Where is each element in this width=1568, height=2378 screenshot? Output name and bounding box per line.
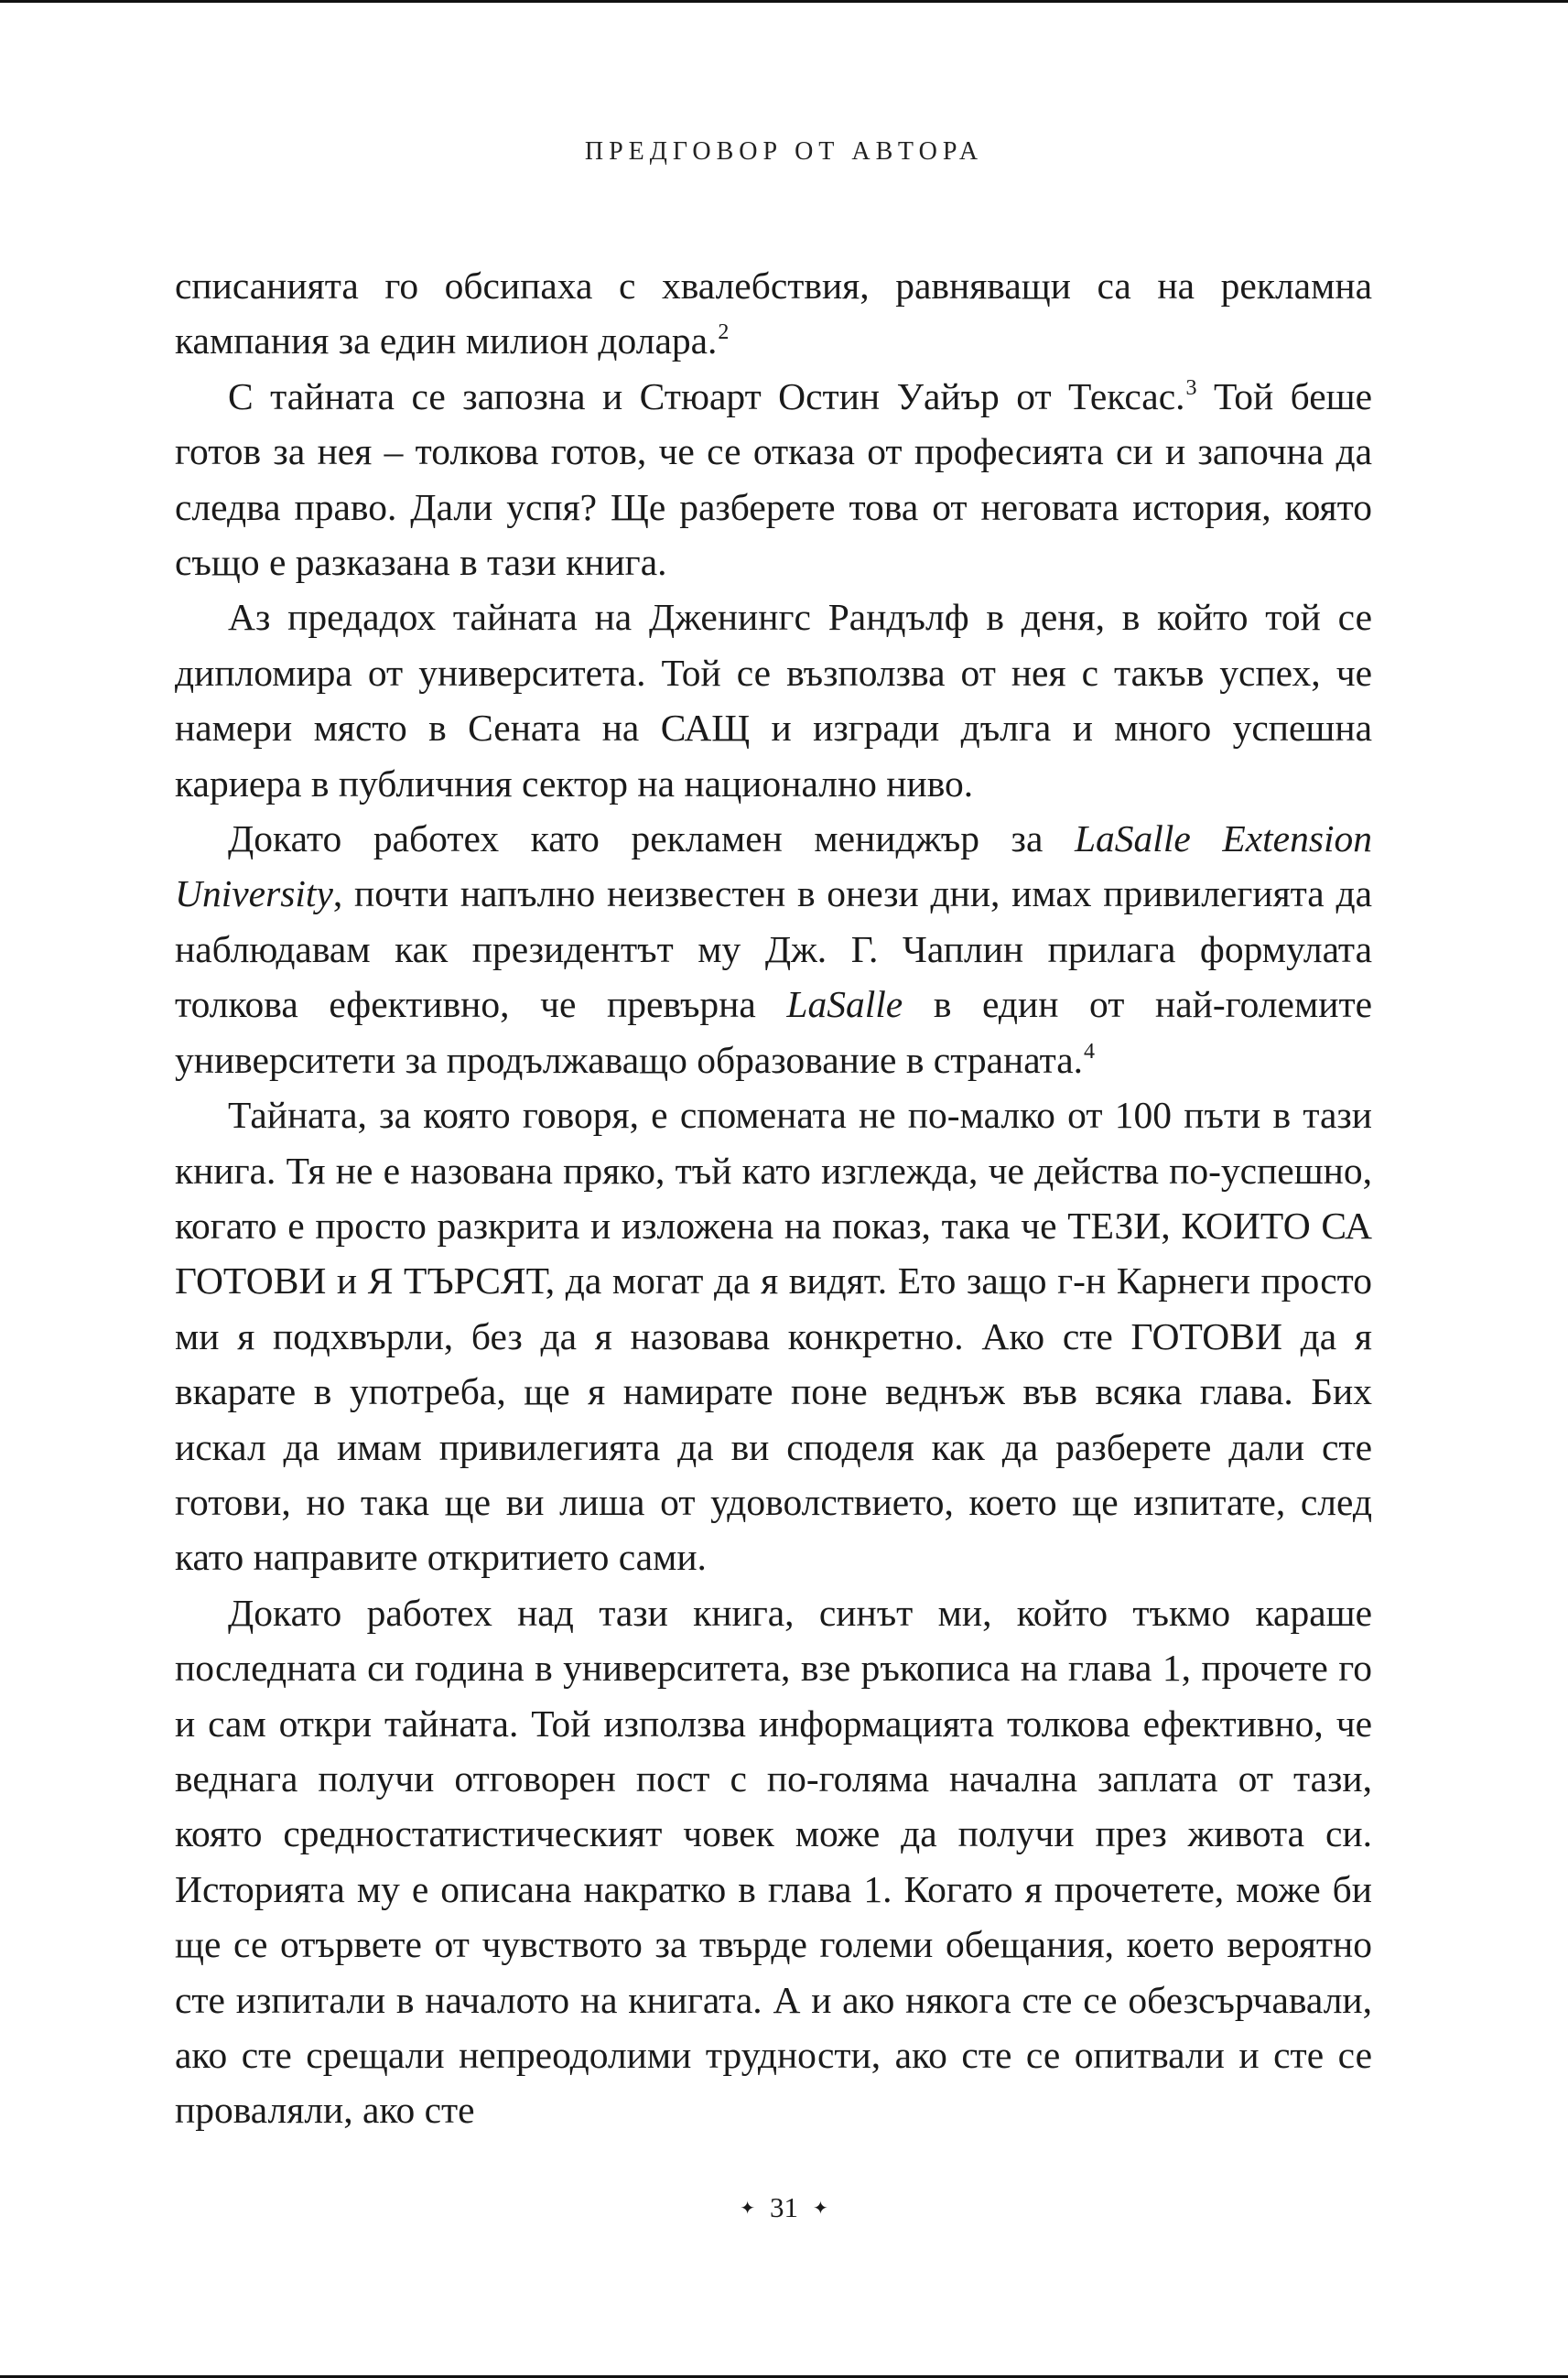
text-run: списанията го обсипаха с хвалебствия, равняващи са на рекламна кампания за един милион долара. [175,265,1372,362]
footnote-marker: 2 [718,320,730,345]
paragraph [175,1585,1372,2138]
paragraph [175,369,1372,590]
page-number: 31 [770,2191,798,2223]
paragraph [175,589,1372,811]
paragraph [175,1087,1372,1585]
italic-run: LaSalle [786,983,903,1026]
page-number-footer [0,2191,1568,2224]
ornament-right-icon: ✦ [813,2199,828,2219]
footnote-marker: 4 [1084,1039,1096,1064]
text-run: Той беше готов за нея – толкова готов, че се отказа от професията си и започна да следва право. Дали успя? Ще разберете това от неговата история, която също е разказана в тази книга. [175,374,1372,584]
italic-run: LaSalle Extension University [175,817,1372,915]
footnote-marker: 3 [1185,375,1197,400]
ornament-left-icon: ✦ [740,2199,755,2219]
text-run: Тайната, за която говоря, е спомената не по-малко от 100 пъти в тази книга. Тя не е назована пряко, тъй като изглежда, че действа по-успешно, когато е просто разкрита и изложена на показ, така че ТЕЗИ, КОИТО СА ГОТОВИ и Я ТЪРСЯТ, да могат да я видят. Ето защо г-н Карнеги просто ми я подхвърли, без да я назовава конкретно. Ако сте ГОТОВИ да я вкарате в употреба, ще я намирате поне веднъж във всяка глава. Бих искал да имам привилегията да ви споделя как да разберете дали сте готови, но така ще ви лиша от удоволствието, което ще изпитате, след като направите откритието сами. [175,1094,1372,1579]
body-text [175,258,1372,2138]
text-run: Докато работех като рекламен мениджър за [228,817,1075,860]
text-run: С тайната се запозна и Стюарт Остин Уайър от Тексас. [228,374,1185,417]
text-run: Аз предадох тайната на Дженингс Рандълф в деня, в който той се дипломира от университета. Той се възползва от нея с такъв успех, че намери място в Сената на САЩ и изгради дълга и много успешна кариера в публичния сектор на национално ниво. [175,596,1372,805]
running-head: ПРЕДГОВОР ОТ АВТОРА [584,137,984,166]
paragraph [175,258,1372,369]
paragraph [175,811,1372,1087]
text-run: Докато работех над тази книга, синът ми, който тъкмо караше последната си година в университета, взе ръкописа на глава 1, прочете го и сам откри тайната. Той използва информацията толкова ефективно, че веднага получи отговорен пост с по-голяма начална заплата от тази, която средностатистическият човек може да получи през живота си. Историята му е описана накратко в глава 1. Когато я прочетете, може би ще се отървете от чувството за твърде големи обещания, което вероятно сте изпитали в началото на книгата. А и ако някога сте се обезсърчавали, ако сте срещали непреодолими трудности, ако сте се опитвали и сте се проваляли, ако сте [175,1591,1372,2132]
text-run: , почти напълно неизвестен в онези дни, имах привилегията да наблюдавам как президентът му Дж. Г. Чаплин прилага формулата толкова ефективно, че превърна [175,872,1372,1026]
text-run: в един от най-големите университети за продължаващо образование в страната. [175,983,1372,1081]
